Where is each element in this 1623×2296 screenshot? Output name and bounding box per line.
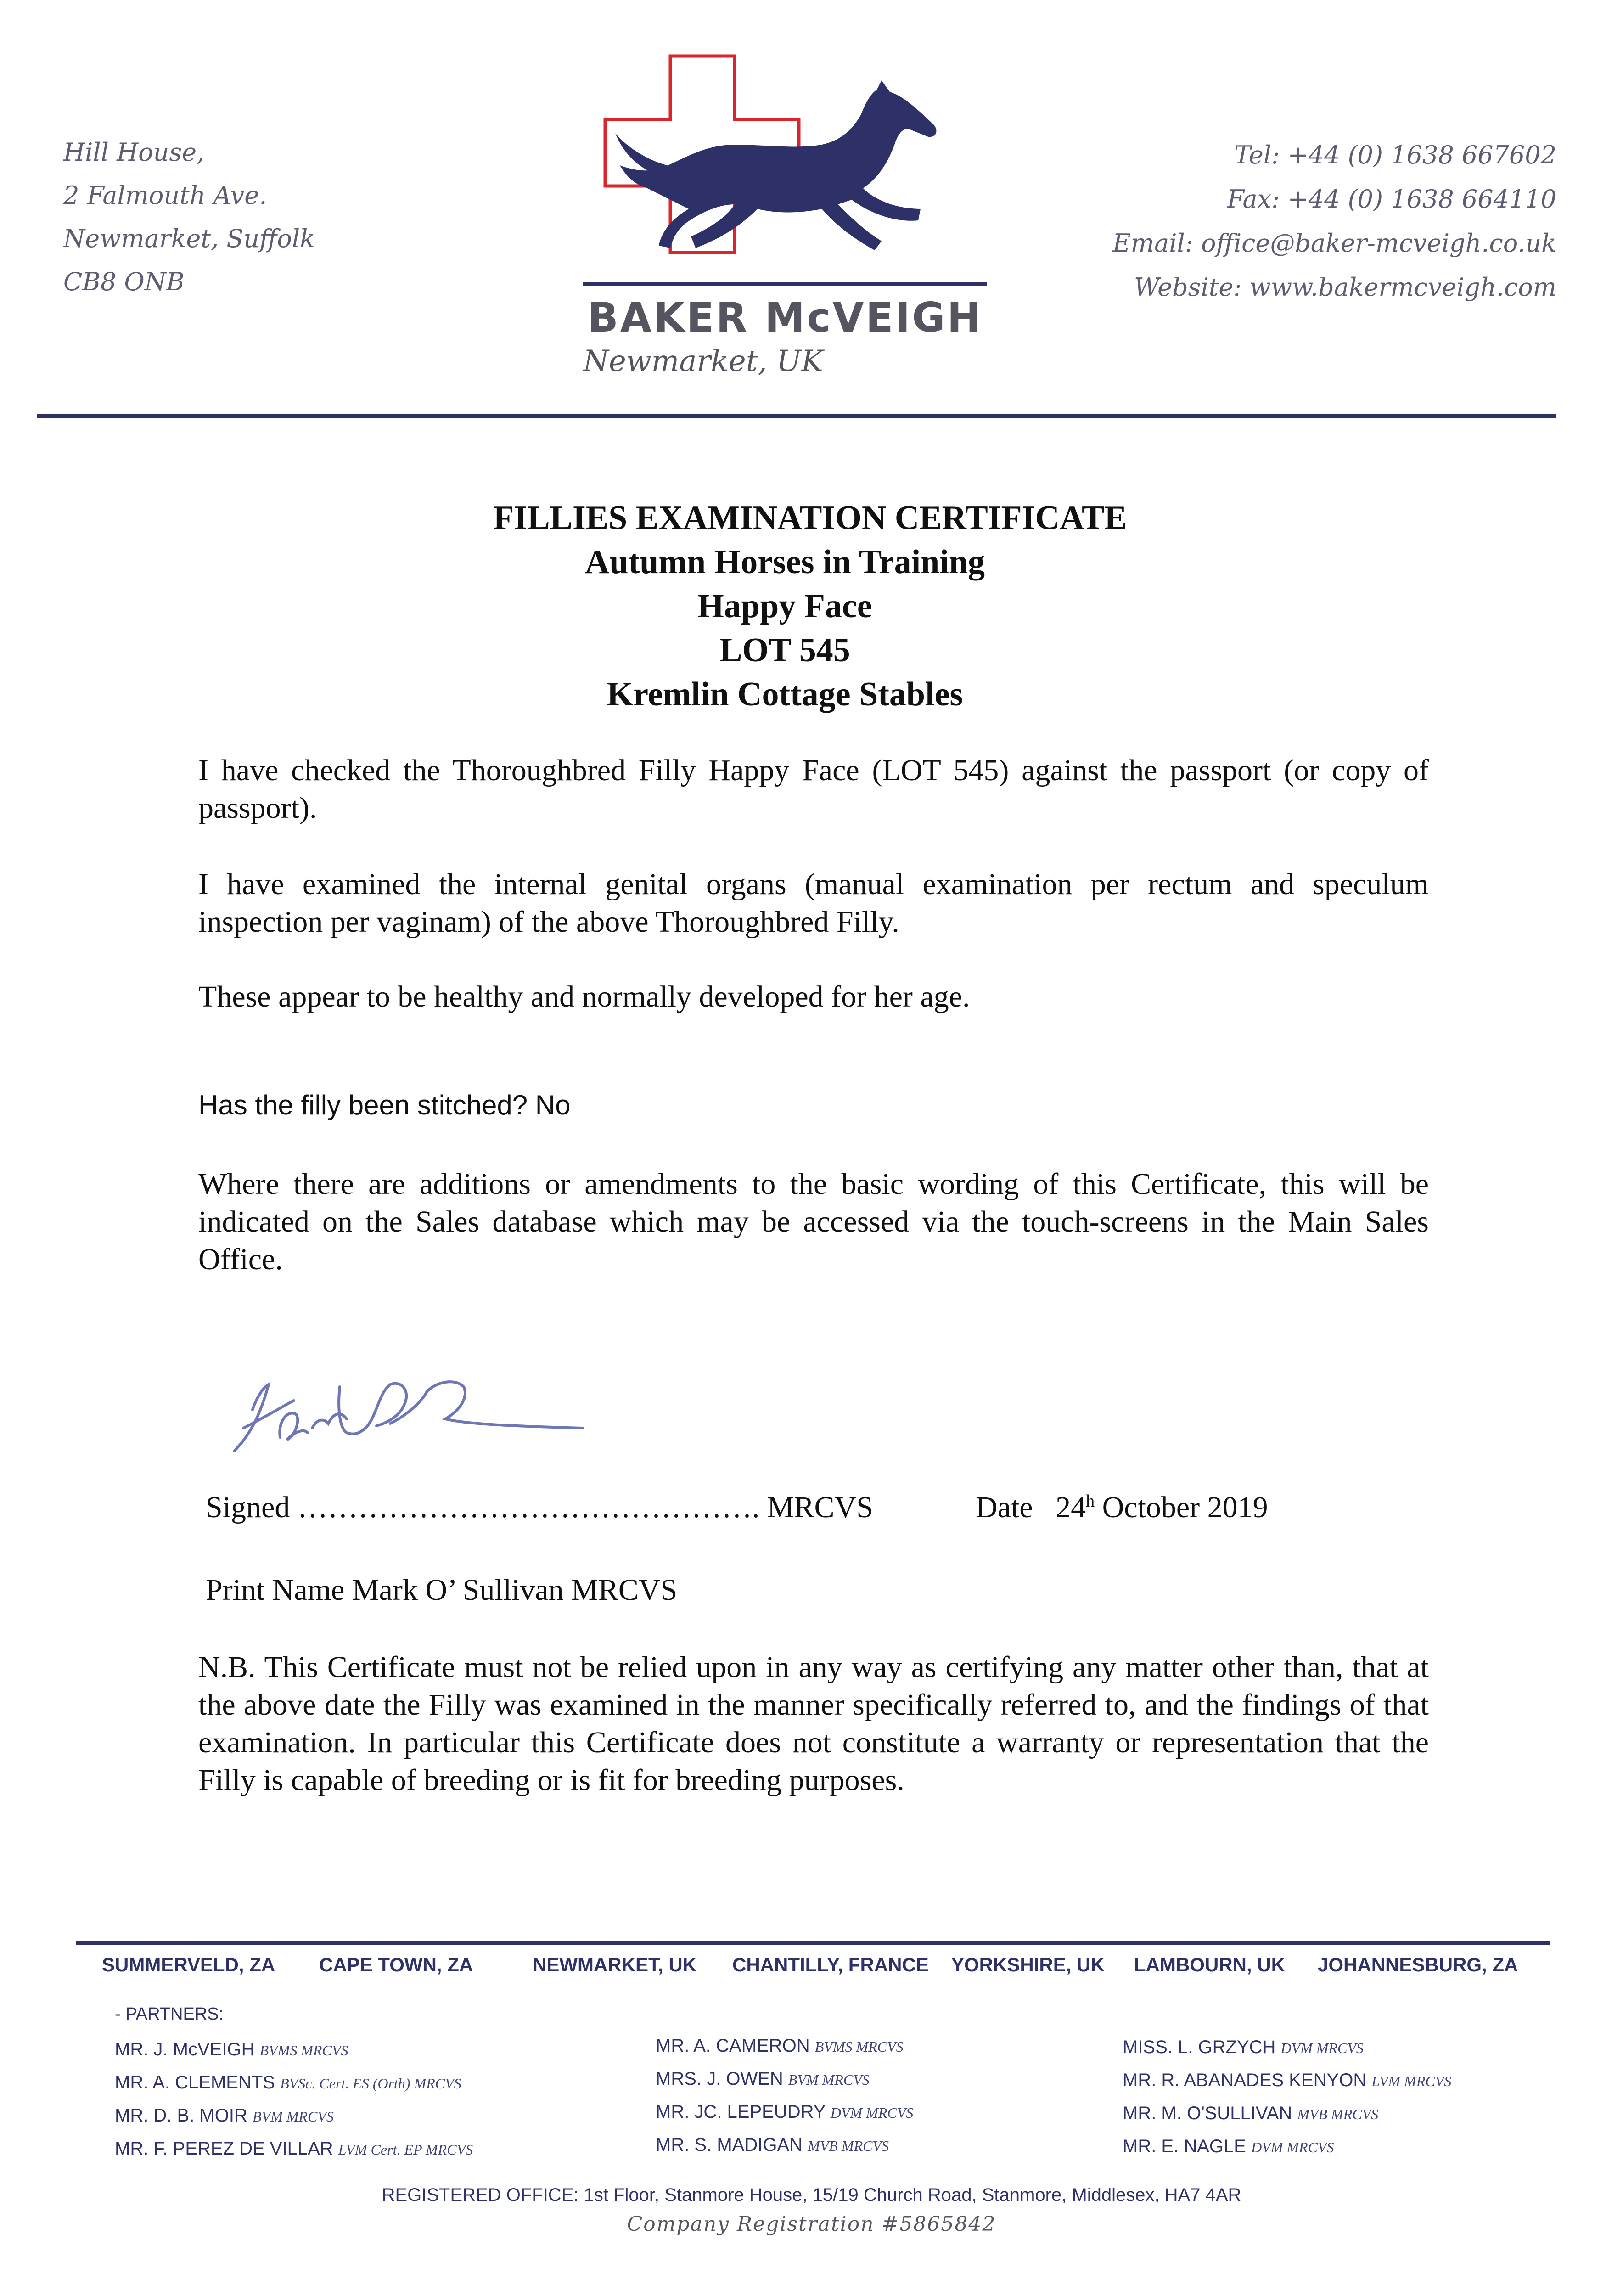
brand-name: BAKER McVEIGH bbox=[587, 294, 983, 341]
contact-email: Email: office@baker-mcveigh.co.uk bbox=[1112, 229, 1556, 258]
partner-name: MISS. L. GRZYCH bbox=[1123, 2037, 1276, 2057]
partner-quals: BVSc. Cert. ES (Orth) MRCVS bbox=[280, 2075, 461, 2092]
office-location: CHANTILLY, FRANCE bbox=[732, 1954, 929, 1975]
office-location: CAPE TOWN, ZA bbox=[319, 1954, 473, 1975]
partner-entry bbox=[1123, 2130, 1451, 2163]
lot-number: LOT 545 bbox=[719, 631, 850, 669]
partner-quals: BVMS MRCVS bbox=[814, 2038, 904, 2055]
partner-entry bbox=[656, 2096, 913, 2129]
address-line: CB8 ONB bbox=[63, 267, 185, 296]
baker-mcveigh-logo bbox=[583, 51, 987, 308]
partner-name: MRS. J. OWEN bbox=[656, 2069, 783, 2089]
horse-icon bbox=[620, 80, 936, 250]
address-line: Newmarket, Suffolk bbox=[63, 224, 315, 253]
partner-quals: MVB MRCVS bbox=[1297, 2106, 1379, 2122]
paragraph-disclaimer: N.B. This Certificate must not be relied upon in any way as certifying any matter other than, that at the above date the Filly was examined in the manner specifically referred to, and the findings of that examination. In particular this Certificate does not constitute a warranty or representation that the Filly is capable of breeding or is fit for breeding purposes. bbox=[198, 1650, 1429, 1797]
sale-name: Autumn Horses in Training bbox=[584, 543, 985, 581]
office-location: JOHANNESBURG, ZA bbox=[1318, 1954, 1518, 1975]
paragraph-amendments: Where there are additions or amendments to the basic wording of this Certificate, this will be indicated on the Sales database which may be accessed via the touch-screens in the Main Sales Office. bbox=[198, 1167, 1429, 1276]
registered-office: REGISTERED OFFICE: 1st Floor, Stanmore House, 15/19 Church Road, Stanmore, Middlesex, HA7 4AR bbox=[382, 2185, 1241, 2205]
partner-quals: DVM MRCVS bbox=[1280, 2040, 1364, 2056]
partners-column-1 bbox=[115, 2033, 473, 2166]
partner-name: MR. D. B. MOIR bbox=[115, 2105, 247, 2126]
horse-name: Happy Face bbox=[697, 587, 872, 625]
partner-entry bbox=[115, 2033, 473, 2066]
partner-quals: DVM MRCVS bbox=[830, 2105, 914, 2121]
stables-name: Kremlin Cottage Stables bbox=[607, 675, 963, 713]
partner-quals: BVM MRCVS bbox=[788, 2071, 870, 2088]
partner-entry bbox=[656, 2129, 913, 2162]
office-location: SUMMERVELD, ZA bbox=[102, 1954, 275, 1975]
partner-name: MR. JC. LEPEUDRY bbox=[656, 2102, 826, 2122]
date-rest: October 2019 bbox=[1102, 1491, 1268, 1524]
footer-divider bbox=[76, 1941, 1550, 1945]
partner-entry bbox=[115, 2133, 473, 2166]
partners-column-3 bbox=[1123, 2031, 1451, 2163]
partner-quals: BVMS MRCVS bbox=[259, 2042, 348, 2059]
certificate-title-block bbox=[0, 496, 1623, 716]
letterhead-contact bbox=[1112, 133, 1556, 310]
partner-entry bbox=[1123, 2064, 1451, 2097]
partner-quals: BVM MRCVS bbox=[253, 2108, 334, 2125]
partner-entry bbox=[115, 2099, 473, 2133]
header-divider bbox=[37, 414, 1556, 418]
partner-name: MR. A. CAMERON bbox=[656, 2036, 810, 2056]
partner-name: MR. R. ABANADES KENYON bbox=[1123, 2070, 1367, 2090]
partner-entry bbox=[1123, 2031, 1451, 2064]
office-location: NEWMARKET, UK bbox=[533, 1954, 696, 1975]
partner-entry bbox=[656, 2030, 913, 2063]
address-line: 2 Falmouth Ave. bbox=[63, 181, 267, 210]
partner-quals: LVM MRCVS bbox=[1371, 2073, 1452, 2089]
partner-entry bbox=[115, 2066, 473, 2099]
partner-name: MR. E. NAGLE bbox=[1123, 2136, 1246, 2156]
partners-column-2 bbox=[656, 2030, 913, 2162]
partner-name: MR. M. O'SULLIVAN bbox=[1123, 2103, 1292, 2123]
partner-name: MR. F. PEREZ DE VILLAR bbox=[115, 2138, 333, 2159]
partner-entry bbox=[656, 2063, 913, 2096]
partner-quals: DVM MRCVS bbox=[1251, 2139, 1334, 2155]
print-name-line: Print Name Mark O’ Sullivan MRCVS bbox=[206, 1573, 678, 1607]
partners-label: - PARTNERS: bbox=[115, 2004, 224, 2024]
partner-name: MR. S. MADIGAN bbox=[656, 2135, 803, 2155]
paragraph-examination: I have examined the internal genital organs (manual examination per rectum and speculum inspection per vaginam) of the above Thoroughbred Filly. bbox=[198, 867, 1429, 939]
partner-name: MR. A. CLEMENTS bbox=[115, 2072, 275, 2093]
partner-quals: MVB MRCVS bbox=[808, 2138, 889, 2154]
date-day: 24 bbox=[1056, 1491, 1086, 1524]
date-label: Date bbox=[976, 1491, 1033, 1524]
contact-website: Website: www.bakermcveigh.com bbox=[1134, 273, 1556, 302]
logo-divider bbox=[583, 282, 987, 286]
partner-quals: LVM Cert. EP MRCVS bbox=[338, 2141, 473, 2158]
date-line bbox=[976, 1490, 1268, 1525]
signature-image bbox=[225, 1359, 592, 1469]
partner-entry bbox=[1123, 2097, 1451, 2130]
office-location: YORKSHIRE, UK bbox=[951, 1954, 1105, 1975]
contact-fax: Fax: +44 (0) 1638 664110 bbox=[1227, 185, 1556, 214]
letterhead-address bbox=[63, 131, 315, 304]
signed-line: Signed ………………………………………. MRCVS bbox=[206, 1491, 873, 1524]
paragraph-findings: These appear to be healthy and normally developed for her age. bbox=[198, 980, 970, 1013]
brand-location: Newmarket, UK bbox=[583, 344, 823, 378]
office-location: LAMBOURN, UK bbox=[1134, 1954, 1285, 1975]
certificate-title: FILLIES EXAMINATION CERTIFICATE bbox=[493, 499, 1127, 537]
company-registration: Company Registration #5865842 bbox=[627, 2212, 996, 2236]
address-line: Hill House, bbox=[63, 138, 205, 167]
partner-name: MR. J. McVEIGH bbox=[115, 2039, 255, 2060]
paragraph-passport-check: I have checked the Thoroughbred Filly Happy Face (LOT 545) against the passport (or copy of passport). bbox=[198, 754, 1429, 825]
contact-tel: Tel: +44 (0) 1638 667602 bbox=[1234, 141, 1556, 169]
stitched-answer: Has the filly been stitched? No bbox=[198, 1090, 571, 1120]
date-suffix: h bbox=[1086, 1491, 1095, 1511]
